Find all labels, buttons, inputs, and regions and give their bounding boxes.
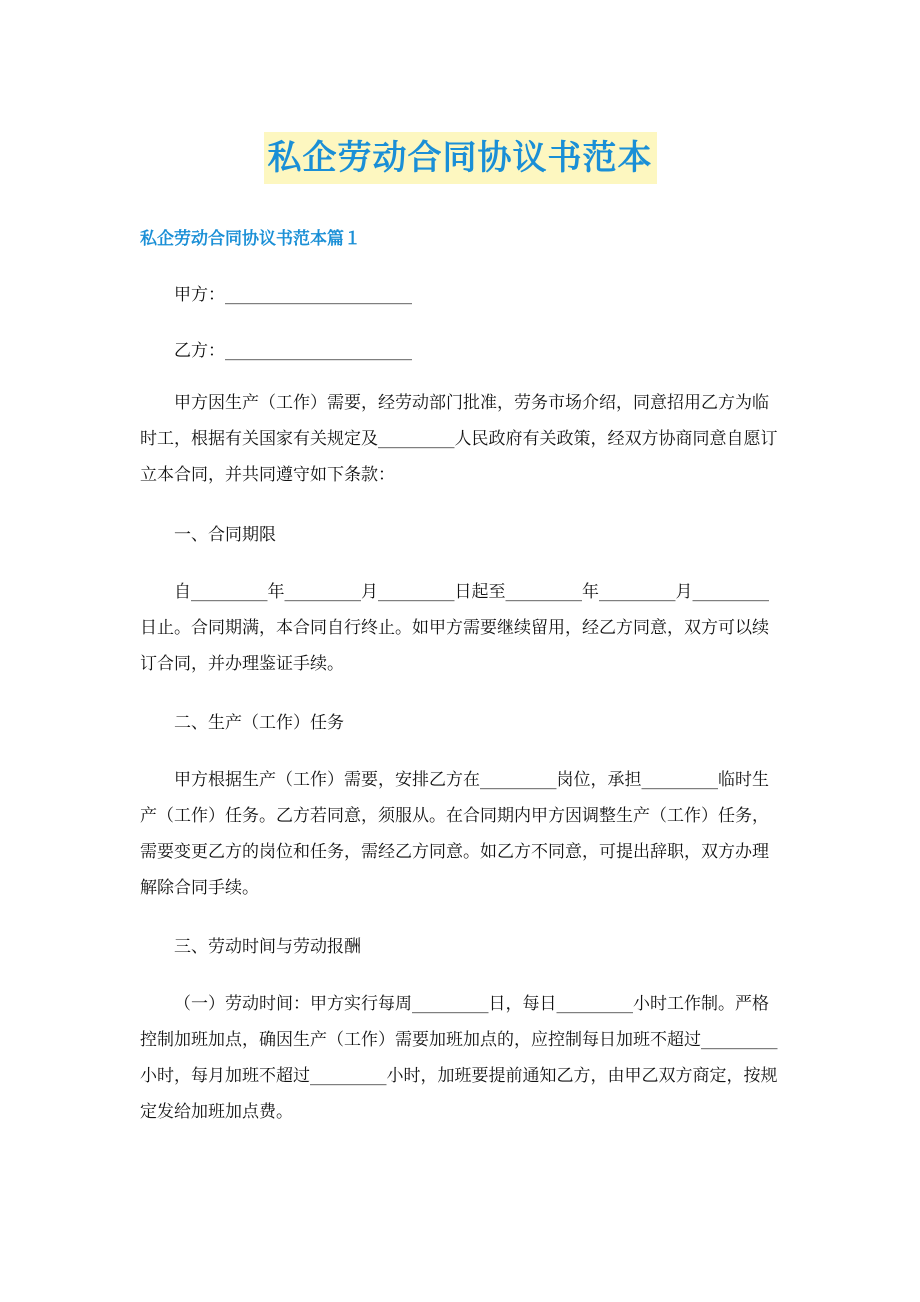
clause-heading-time-and-pay: 三、劳动时间与劳动报酬	[174, 937, 361, 957]
work-time-paragraph: （一）劳动时间：甲方实行每周_________日，每日_________小时工作制。严格控制加班加点，确因生产（工作）需要加班加点的，应控制每日加班不超过_________小时，每月加班不超过_________小时，加班要提前通知乙方，由甲乙双方商定，按规定发给加班加点费。	[140, 994, 778, 1122]
intro-paragraph: 甲方因生产（工作）需要，经劳动部门批准，劳务市场介绍，同意招用乙方为临时工，根据有关国家有关规定及_________人民政府有关政策，经双方协商同意自愿订立本合同，并共同遵守如下条款：	[140, 393, 778, 485]
party-b-line: 乙方：______________________	[174, 341, 412, 361]
section-heading: 私企劳动合同协议书范本篇１	[140, 229, 361, 249]
contract-term-paragraph: 自_________年_________月_________日起至_________年_________月_________日止。合同期满，本合同自行终止。如甲方需要继续留用，经乙方同意，双方可以续订合同，并办理鉴证手续。	[140, 582, 769, 674]
party-a-line: 甲方：______________________	[174, 285, 412, 305]
clause-heading-work-task: 二、生产（工作）任务	[174, 713, 344, 733]
work-task-paragraph: 甲方根据生产（工作）需要，安排乙方在_________岗位，承担_________临时生产（工作）任务。乙方若同意，须服从。在合同期内甲方因调整生产（工作）任务，需要变更乙方的岗位和任务，需经乙方同意。如乙方不同意，可提出辞职，双方办理解除合同手续。	[140, 770, 769, 898]
title-wrapper	[0, 132, 920, 184]
clause-heading-contract-term: 一、合同期限	[174, 525, 276, 545]
document-title: 私企劳动合同协议书范本	[264, 132, 657, 184]
